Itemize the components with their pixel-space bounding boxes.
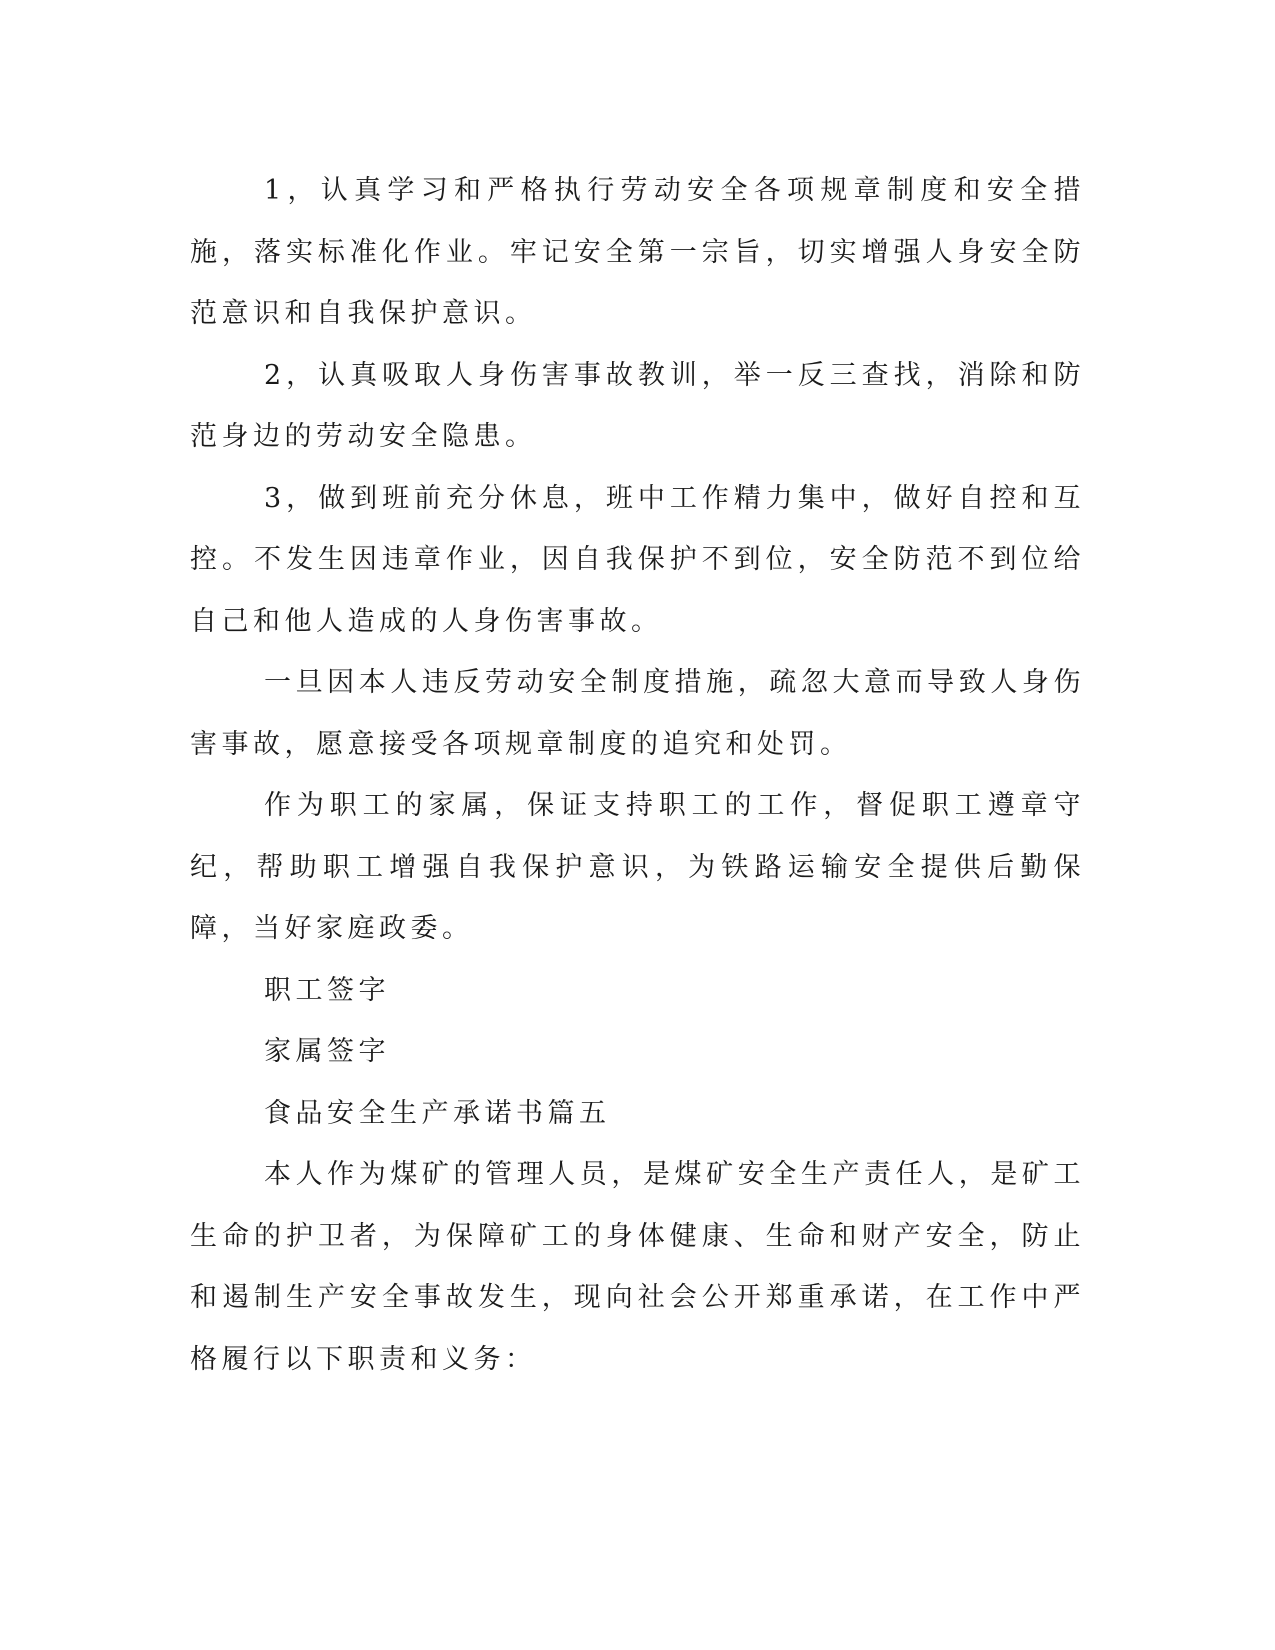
paragraph-family: 作为职工的家属，保证支持职工的工作，督促职工遵章守纪，帮助职工增强自我保护意识，为铁路运输安全提供后勤保障，当好家庭政委。 xyxy=(190,790,1085,944)
paragraph-item-2: 2，认真吸取人身伤害事故教训，举一反三查找，消除和防范身边的劳动安全隐患。 xyxy=(190,359,1085,452)
employee-signature-label: 职工签字 xyxy=(264,974,390,1006)
paragraph-item-1: 1，认真学习和严格执行劳动安全各项规章制度和安全措施，落实标准化作业。牢记安全第一宗旨，切实增强人身安全防范意识和自我保护意识。 xyxy=(190,175,1085,329)
paragraph-commitment: 一旦因本人违反劳动安全制度措施，疏忽大意而导致人身伤害事故，愿意接受各项规章制度的追究和处罚。 xyxy=(190,667,1085,760)
document-body xyxy=(190,160,1085,1390)
family-signature-label: 家属签字 xyxy=(264,1036,390,1067)
paragraph-item-3: 3，做到班前充分休息，班中工作精力集中，做好自控和互控。不发生因违章作业，因自我保护不到位，安全防范不到位给自己和他人造成的人身伤害事故。 xyxy=(190,482,1085,637)
paragraph-manager-commitment: 本人作为煤矿的管理人员，是煤矿安全生产责任人，是矿工生命的护卫者，为保障矿工的身体健康、生命和财产安全，防止和遏制生产安全事故发生，现向社会公开郑重承诺，在工作中严格履行以下职责和义务： xyxy=(190,1159,1085,1375)
section-heading: 食品安全生产承诺书篇五 xyxy=(264,1097,611,1129)
